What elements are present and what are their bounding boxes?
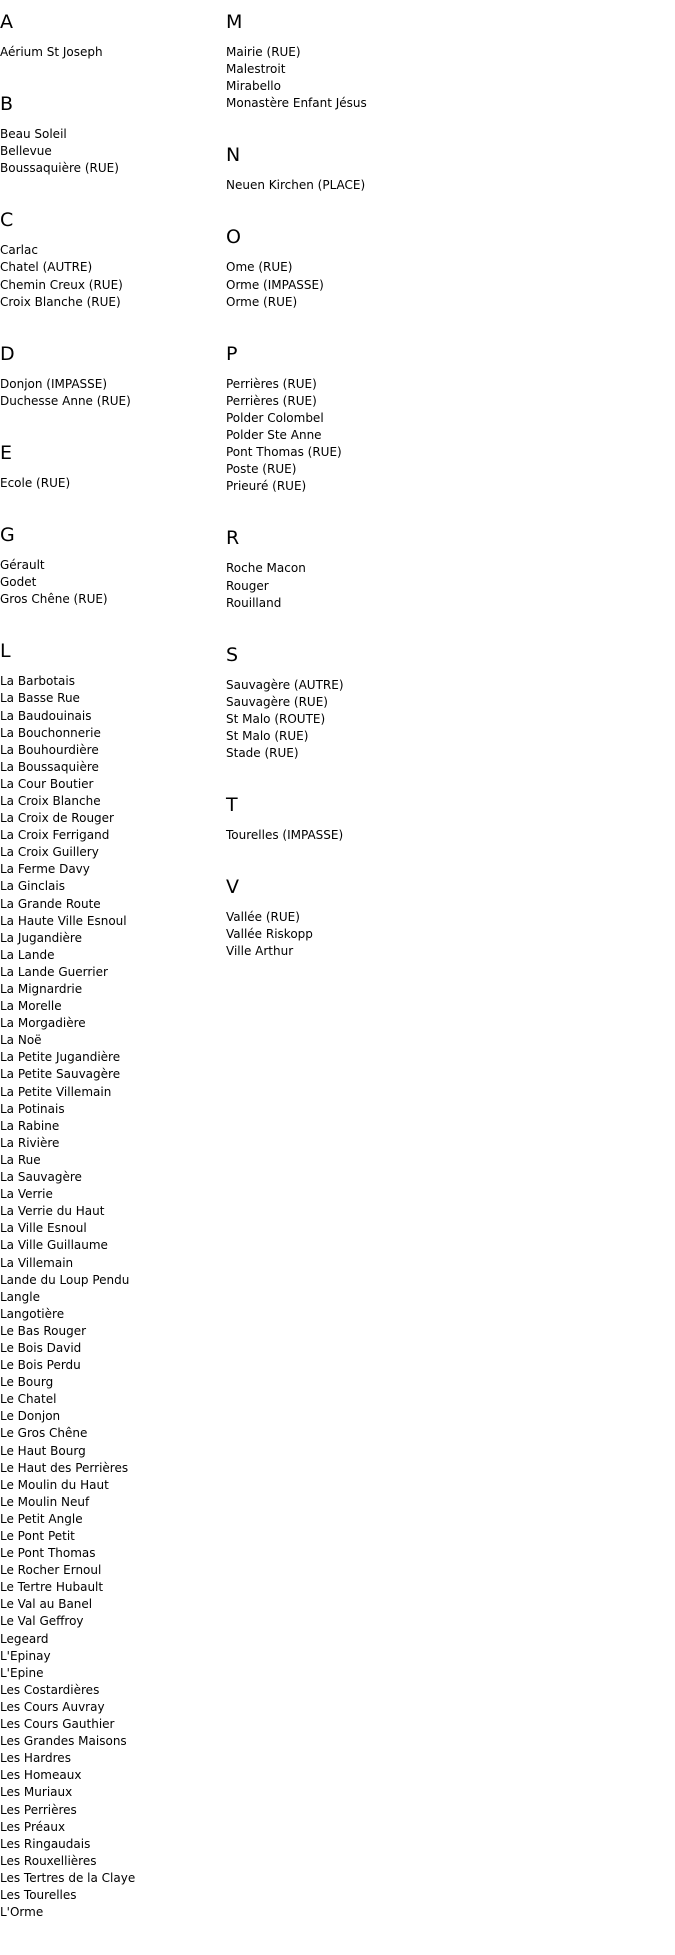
index-section-a <box>0 13 225 61</box>
street-name: Le Bas Rouger <box>0 1323 87 1338</box>
street-name: La Ville Esnoul <box>0 1221 87 1236</box>
street-name: Vallée Riskopp <box>226 927 313 942</box>
street-index-column-right <box>226 13 666 995</box>
section-letter-heading: T <box>226 794 238 817</box>
street-name: Chemin Creux (RUE) <box>0 277 123 292</box>
section-letter-heading: B <box>0 93 14 116</box>
street-name: Perrières (RUE) <box>226 376 317 391</box>
street-name: Ome (RUE) <box>226 260 293 275</box>
street-name: Le Bois David <box>0 1340 82 1355</box>
street-name: La Morelle <box>0 999 62 1014</box>
street-name: Le Moulin du Haut <box>0 1477 109 1492</box>
street-index-column-left <box>0 13 225 1955</box>
street-name: Godet <box>0 575 37 590</box>
index-section-t <box>226 796 666 844</box>
street-name: Langotière <box>0 1306 65 1321</box>
section-letter-heading: E <box>0 441 13 464</box>
street-list <box>226 177 666 194</box>
street-name: Le Val Geffroy <box>0 1614 84 1629</box>
street-list <box>0 673 225 1921</box>
index-section-e <box>0 441 225 492</box>
street-list <box>0 242 225 310</box>
street-name: La Jugandière <box>0 930 82 945</box>
street-name: La Croix de Rouger <box>0 811 114 826</box>
street-name: Chatel (AUTRE) <box>0 260 93 275</box>
index-section-l <box>0 642 225 1921</box>
street-name: La Mignardrie <box>0 982 83 996</box>
street-name: Les Hardres <box>0 1751 71 1766</box>
street-name: Gérault <box>0 558 45 573</box>
index-section-d <box>0 342 225 410</box>
street-list <box>0 376 225 410</box>
street-list <box>226 560 666 611</box>
street-name: Neuen Kirchen (PLACE) <box>226 178 366 193</box>
street-name: Donjon (IMPASSE) <box>0 376 108 391</box>
street-name: Les Perrières <box>0 1802 77 1817</box>
section-letter-heading: P <box>226 342 238 365</box>
street-list <box>226 376 666 496</box>
street-name: Le Bourg <box>0 1375 54 1390</box>
street-list <box>226 677 666 762</box>
street-name: Les Ringaudais <box>0 1836 91 1851</box>
street-name: Rouilland <box>226 595 282 610</box>
street-name: La Bouhourdière <box>0 742 99 757</box>
section-letter-heading: R <box>226 527 240 550</box>
street-name: La Morgadière <box>0 1016 86 1031</box>
section-letter-heading: M <box>226 11 243 33</box>
street-list <box>226 259 666 310</box>
street-name: Le Pont Petit <box>0 1529 75 1543</box>
street-name: Sauvagère (AUTRE) <box>226 677 344 692</box>
index-section-r <box>226 529 666 611</box>
street-name: L'Orme <box>0 1905 44 1920</box>
street-name: Beau Soleil <box>0 127 67 142</box>
section-letter-heading: N <box>226 144 241 167</box>
street-list <box>0 126 225 177</box>
street-name: Le Chatel <box>0 1392 57 1407</box>
street-name: Carlac <box>0 243 38 258</box>
street-name: Les Préaux <box>0 1819 66 1834</box>
street-name: La Croix Guillery <box>0 845 99 860</box>
street-name: Gros Chêne (RUE) <box>0 592 108 607</box>
street-name: La Verrie <box>0 1187 53 1202</box>
index-section-g <box>0 526 225 608</box>
street-name: Le Rocher Ernoul <box>0 1563 102 1578</box>
street-name: La Cour Boutier <box>0 776 94 791</box>
street-name: La Ferme Davy <box>0 862 90 877</box>
street-name: La Croix Ferrigand <box>0 828 110 843</box>
street-name: La Barbotais <box>0 674 75 689</box>
section-letter-heading: G <box>0 524 15 547</box>
street-name: St Malo (RUE) <box>226 728 309 743</box>
street-name: La Villemain <box>0 1255 74 1270</box>
street-name: Les Rouxellières <box>0 1853 97 1868</box>
street-name: La Rabine <box>0 1118 60 1133</box>
street-name: La Rivière <box>0 1135 60 1150</box>
street-name: La Petite Sauvagère <box>0 1067 121 1082</box>
street-name: Rouger <box>226 578 269 593</box>
street-name: Roche Macon <box>226 561 306 576</box>
index-section-o <box>226 228 666 310</box>
street-name: Polder Colombel <box>226 410 324 425</box>
street-name: Orme (IMPASSE) <box>226 277 324 292</box>
street-name: Les Muriaux <box>0 1785 73 1800</box>
index-section-m <box>226 13 666 112</box>
street-name: Croix Blanche (RUE) <box>0 294 121 309</box>
street-name: La Lande Guerrier <box>0 964 108 979</box>
street-name: Aérium St Joseph <box>0 45 103 59</box>
street-name: Le Haut Bourg <box>0 1443 86 1458</box>
street-name: Les Cours Gauthier <box>0 1717 115 1732</box>
index-section-p <box>226 342 666 496</box>
street-name: La Ginclais <box>0 879 65 894</box>
street-name: Les Costardières <box>0 1682 100 1697</box>
street-name: Pont Thomas (RUE) <box>226 445 342 460</box>
street-name: Vallée (RUE) <box>226 910 300 925</box>
street-list <box>0 475 225 492</box>
street-name: La Ville Guillaume <box>0 1238 108 1253</box>
index-section-c <box>0 211 225 310</box>
section-letter-heading: S <box>226 643 239 666</box>
street-list <box>0 557 225 608</box>
street-name: Le Val au Banel <box>0 1597 93 1612</box>
street-name: La Noë <box>0 1033 42 1048</box>
street-name: Les Grandes Maisons <box>0 1734 127 1749</box>
street-list <box>226 909 666 960</box>
street-name: Le Tertre Hubault <box>0 1580 104 1595</box>
street-name: La Sauvagère <box>0 1170 82 1185</box>
street-name: Monastère Enfant Jésus <box>226 96 367 111</box>
street-name: Stade (RUE) <box>226 746 299 761</box>
street-name: L'Epinay <box>0 1648 51 1663</box>
street-name: Les Cours Auvray <box>0 1699 105 1714</box>
street-name: Legeard <box>0 1631 49 1646</box>
street-name: Ecole (RUE) <box>0 475 71 490</box>
street-name: La Rue <box>0 1152 41 1167</box>
street-name: Boussaquière (RUE) <box>0 161 119 176</box>
street-name: Le Haut des Perrières <box>0 1460 129 1475</box>
section-letter-heading: C <box>0 209 14 232</box>
street-name: La Petite Jugandière <box>0 1050 121 1065</box>
street-name: St Malo (ROUTE) <box>226 711 326 726</box>
street-name: La Lande <box>0 947 55 962</box>
street-name: Les Tertres de la Claye <box>0 1870 136 1885</box>
street-name: Perrières (RUE) <box>226 393 317 408</box>
index-section-n <box>226 146 666 194</box>
street-name: Les Homeaux <box>0 1768 82 1783</box>
street-name: Poste (RUE) <box>226 462 297 477</box>
section-letter-heading: L <box>0 640 11 663</box>
index-section-b <box>0 95 225 177</box>
street-name: La Haute Ville Esnoul <box>0 913 127 928</box>
street-name: Mirabello <box>226 79 281 94</box>
section-letter-heading: D <box>0 342 15 365</box>
street-name: Ville Arthur <box>226 944 294 959</box>
street-name: Le Pont Thomas <box>0 1546 96 1561</box>
street-name: La Croix Blanche <box>0 793 101 808</box>
index-section-v <box>226 878 666 960</box>
section-letter-heading: A <box>0 11 13 33</box>
street-name: Le Moulin Neuf <box>0 1494 90 1509</box>
street-name: La Baudouinais <box>0 708 92 723</box>
street-list <box>226 827 666 844</box>
street-name: Tourelles (IMPASSE) <box>226 828 344 843</box>
street-name: La Verrie du Haut <box>0 1204 105 1219</box>
street-name: La Basse Rue <box>0 691 80 706</box>
street-name: La Bouchonnerie <box>0 725 101 740</box>
section-letter-heading: V <box>226 876 239 899</box>
street-list <box>226 44 666 112</box>
street-name: Sauvagère (RUE) <box>226 694 328 709</box>
street-name: Le Petit Angle <box>0 1511 83 1526</box>
street-list <box>0 44 225 61</box>
street-name: Lande du Loup Pendu <box>0 1272 130 1287</box>
street-name: Le Gros Chêne <box>0 1426 88 1441</box>
street-name: Le Bois Perdu <box>0 1358 81 1373</box>
street-name: Orme (RUE) <box>226 294 298 309</box>
street-name: Prieuré (RUE) <box>226 479 307 494</box>
street-name: La Petite Villemain <box>0 1084 112 1099</box>
street-name: La Potinais <box>0 1101 65 1116</box>
street-name: Langle <box>0 1289 40 1304</box>
street-name: Duchesse Anne (RUE) <box>0 393 131 408</box>
street-name: Mairie (RUE) <box>226 45 301 59</box>
street-name: Le Donjon <box>0 1409 61 1424</box>
index-section-s <box>226 643 666 762</box>
street-name: Malestroit <box>226 62 286 77</box>
street-name: Bellevue <box>0 144 52 159</box>
street-name: Polder Ste Anne <box>226 428 322 443</box>
street-name: La Boussaquière <box>0 759 99 774</box>
street-name: L'Epine <box>0 1665 44 1680</box>
section-letter-heading: O <box>226 226 241 249</box>
street-name: La Grande Route <box>0 896 101 911</box>
street-name: Les Tourelles <box>0 1887 77 1902</box>
